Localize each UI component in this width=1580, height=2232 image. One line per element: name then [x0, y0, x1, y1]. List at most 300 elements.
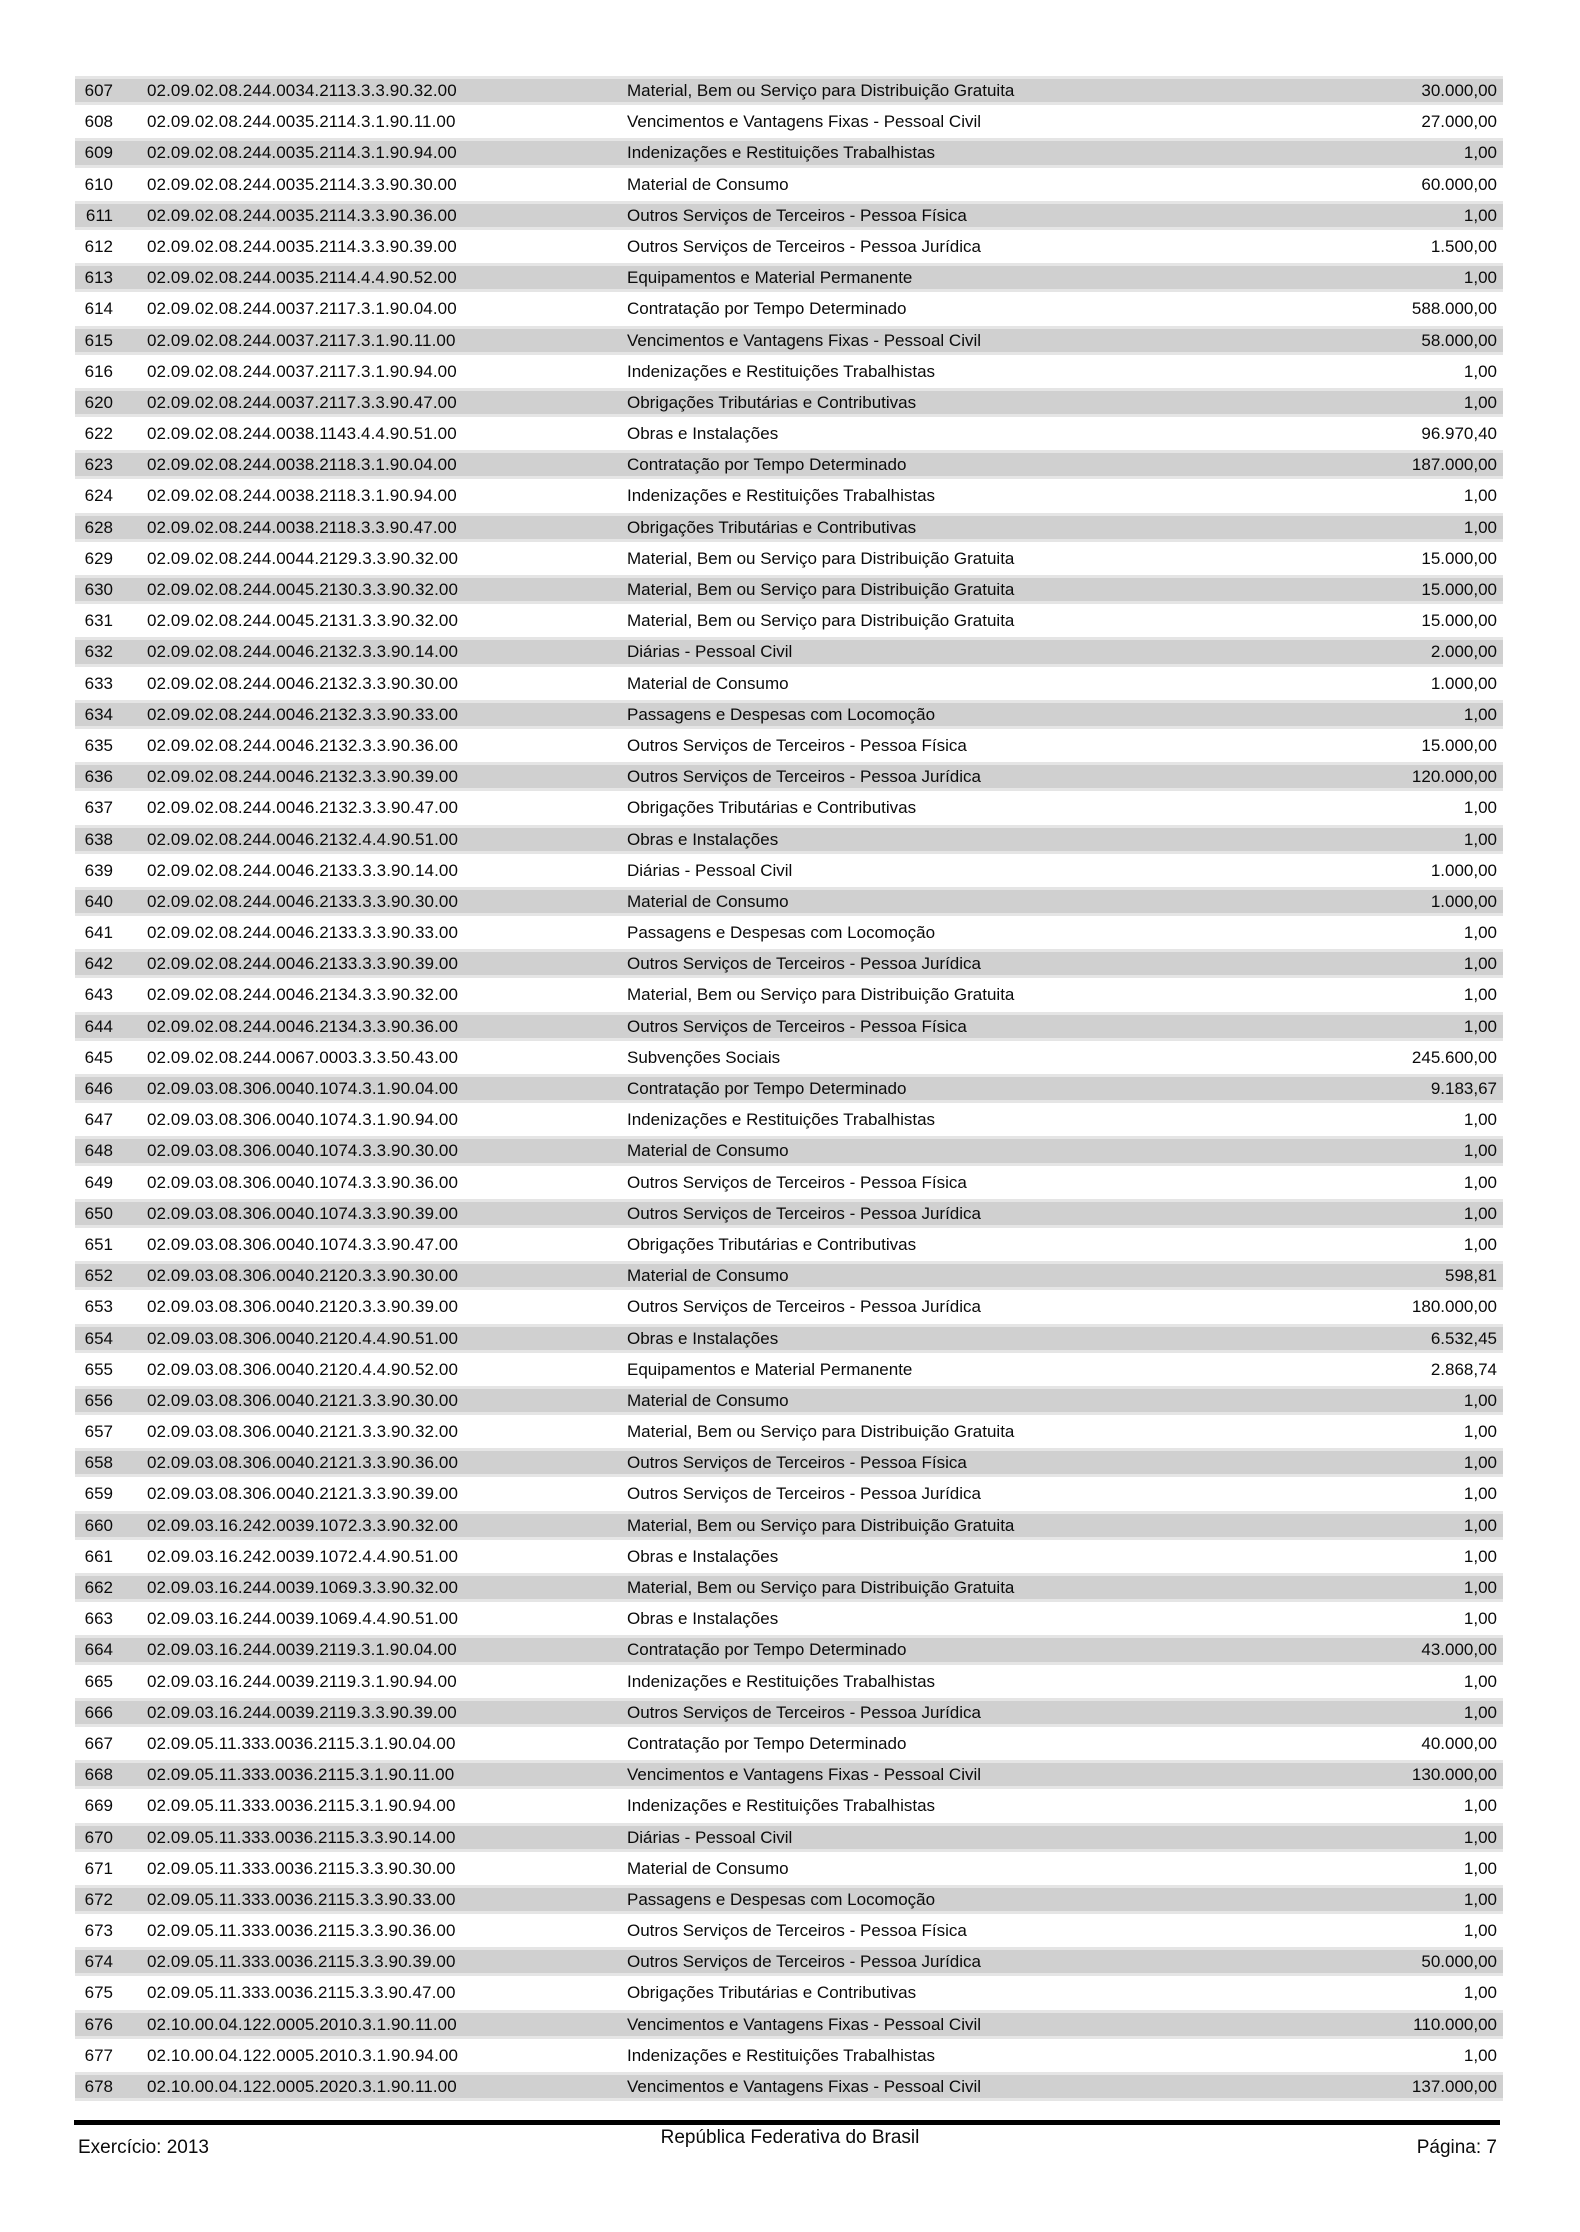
row-expense-description: Obras e Instalações: [627, 1609, 779, 1629]
table-row: [75, 1541, 1503, 1572]
row-amount: 1,00: [1463, 1390, 1497, 1410]
row-expense-description: Vencimentos e Vantagens Fixas - Pessoal Civil: [627, 2077, 982, 2096]
table-row: [75, 1572, 1503, 1603]
row-expense-description: Material de Consumo: [627, 174, 789, 194]
row-amount: 1,00: [1463, 205, 1497, 225]
row-amount: 1.500,00: [1430, 236, 1497, 256]
row-expense-description: Outros Serviços de Terceiros - Pessoa Jurídica: [627, 1952, 981, 1972]
row-number: 614: [84, 299, 113, 319]
row-budget-code: 02.09.02.08.244.0046.2133.3.3.90.30.00: [147, 891, 459, 911]
table-row: [75, 2071, 1503, 2102]
row-expense-description: Outros Serviços de Terceiros - Pessoa Jurídica: [627, 954, 981, 974]
table-row: [75, 387, 1503, 418]
row-budget-code: 02.09.03.16.244.0039.2119.3.1.90.94.00: [147, 1671, 457, 1691]
row-budget-code: 02.09.05.11.333.0036.2115.3.1.90.11.00: [147, 1765, 455, 1785]
row-budget-code: 02.09.05.11.333.0036.2115.3.3.90.14.00: [147, 1827, 456, 1847]
row-number: 642: [84, 954, 113, 974]
row-expense-description: Obras e Instalações: [627, 1546, 779, 1566]
row-budget-code: 02.09.02.08.244.0038.2118.3.1.90.94.00: [147, 486, 457, 506]
row-amount: 1,00: [1463, 1827, 1497, 1847]
row-amount: 1,00: [1463, 954, 1497, 974]
table-row: [75, 1697, 1503, 1728]
row-budget-code: 02.09.03.16.244.0039.1069.4.4.90.51.00: [147, 1609, 459, 1629]
row-amount: 137.000,00: [1411, 2077, 1497, 2096]
row-number: 640: [84, 891, 113, 911]
table-row: [75, 1229, 1503, 1260]
row-amount: 1,00: [1463, 829, 1497, 849]
row-expense-description: Passagens e Despesas com Locomoção: [627, 923, 936, 943]
row-budget-code: 02.09.02.08.244.0035.2114.4.4.90.52.00: [147, 268, 457, 288]
row-budget-code: 02.09.03.16.244.0039.2119.3.3.90.39.00: [147, 1702, 457, 1722]
row-budget-code: 02.09.02.08.244.0035.2114.3.3.90.36.00: [147, 205, 457, 225]
row-number: 612: [84, 236, 113, 256]
row-amount: 1,00: [1463, 1609, 1497, 1629]
row-amount: 1.000,00: [1430, 673, 1497, 693]
row-number: 654: [84, 1328, 113, 1348]
row-budget-code: 02.09.02.08.244.0046.2133.3.3.90.33.00: [147, 923, 459, 943]
row-budget-code: 02.09.03.08.306.0040.1074.3.3.90.30.00: [147, 1141, 459, 1161]
row-amount: 1,00: [1463, 1172, 1497, 1192]
row-number: 643: [84, 985, 113, 1005]
table-row: [75, 1728, 1503, 1759]
table-row: [75, 1634, 1503, 1665]
row-number: 607: [84, 81, 113, 100]
row-amount: 1,00: [1463, 1484, 1497, 1504]
table-row: [75, 855, 1503, 886]
row-budget-code: 02.09.03.16.242.0039.1072.3.3.90.32.00: [147, 1515, 459, 1535]
row-amount: 1,00: [1463, 1578, 1497, 1597]
row-number: 666: [84, 1702, 113, 1722]
row-expense-description: Outros Serviços de Terceiros - Pessoa Física: [627, 1921, 967, 1941]
row-expense-description: Passagens e Despesas com Locomoção: [627, 1889, 936, 1909]
row-number: 675: [84, 1983, 113, 2003]
row-amount: 15.000,00: [1421, 611, 1497, 631]
row-number: 672: [84, 1889, 113, 1909]
row-number: 656: [84, 1390, 113, 1410]
table-row: [75, 1042, 1503, 1073]
row-amount: 1,00: [1463, 268, 1497, 288]
row-budget-code: 02.09.02.08.244.0046.2134.3.3.90.32.00: [147, 985, 459, 1005]
table-row: [75, 979, 1503, 1010]
row-number: 659: [84, 1484, 113, 1504]
row-budget-code: 02.09.03.08.306.0040.2121.3.3.90.39.00: [147, 1484, 459, 1504]
table-row: [75, 1510, 1503, 1541]
row-number: 624: [84, 486, 113, 506]
row-number: 657: [84, 1422, 113, 1442]
table-row: [75, 574, 1503, 605]
row-expense-description: Vencimentos e Vantagens Fixas - Pessoal Civil: [627, 330, 982, 350]
table-row: [75, 1260, 1503, 1291]
row-number: 632: [84, 642, 113, 662]
row-amount: 245.600,00: [1411, 1047, 1497, 1067]
table-row: [75, 231, 1503, 262]
row-amount: 15.000,00: [1421, 735, 1497, 755]
row-amount: 1,00: [1463, 2045, 1497, 2065]
row-amount: 43.000,00: [1421, 1640, 1497, 1660]
table-row: [75, 917, 1503, 948]
row-budget-code: 02.09.02.08.244.0035.2114.3.3.90.39.00: [147, 236, 457, 256]
table-row: [75, 1323, 1503, 1354]
row-budget-code: 02.09.02.08.244.0045.2130.3.3.90.32.00: [147, 580, 459, 599]
row-number: 646: [84, 1079, 113, 1098]
row-amount: 58.000,00: [1421, 330, 1497, 350]
row-number: 638: [84, 829, 113, 849]
row-expense-description: Obrigações Tributárias e Contributivas: [627, 517, 917, 537]
row-budget-code: 02.10.00.04.122.0005.2010.3.1.90.11.00: [147, 2014, 457, 2034]
table-row: [75, 1011, 1503, 1042]
row-number: 658: [84, 1453, 113, 1473]
row-number: 668: [84, 1765, 113, 1785]
row-amount: 598,81: [1445, 1266, 1497, 1286]
table-row: [75, 1759, 1503, 1790]
row-amount: 1,00: [1463, 1671, 1497, 1691]
table-row: [75, 262, 1503, 293]
row-number: 613: [84, 268, 113, 288]
row-amount: 1,00: [1463, 361, 1497, 381]
row-amount: 27.000,00: [1421, 112, 1497, 132]
row-expense-description: Outros Serviços de Terceiros - Pessoa Física: [627, 735, 967, 755]
row-expense-description: Vencimentos e Vantagens Fixas - Pessoal Civil: [627, 1765, 982, 1785]
row-amount: 1,00: [1463, 1515, 1497, 1535]
row-number: 665: [84, 1671, 113, 1691]
row-amount: 187.000,00: [1411, 455, 1497, 475]
table-row: [75, 1354, 1503, 1385]
row-budget-code: 02.09.02.08.244.0037.2117.3.1.90.04.00: [147, 299, 457, 319]
table-row: [75, 169, 1503, 200]
footer-page-number: Página: 7: [1416, 2137, 1497, 2158]
row-budget-code: 02.09.02.08.244.0046.2132.3.3.90.36.00: [147, 735, 459, 755]
table-row: [75, 948, 1503, 979]
row-number: 674: [84, 1952, 113, 1972]
row-expense-description: Outros Serviços de Terceiros - Pessoa Física: [627, 1016, 967, 1036]
table-row: [75, 1104, 1503, 1135]
row-number: 616: [84, 361, 113, 381]
row-expense-description: Contratação por Tempo Determinado: [627, 455, 907, 475]
row-budget-code: 02.09.05.11.333.0036.2115.3.3.90.30.00: [147, 1858, 456, 1878]
row-number: 622: [84, 424, 113, 444]
row-number: 645: [84, 1047, 113, 1067]
row-amount: 50.000,00: [1421, 1952, 1497, 1972]
row-number: 620: [84, 392, 113, 412]
row-budget-code: 02.09.02.08.244.0067.0003.3.3.50.43.00: [147, 1047, 459, 1067]
row-amount: 1,00: [1463, 1889, 1497, 1909]
row-amount: 15.000,00: [1421, 580, 1497, 599]
row-expense-description: Indenizações e Restituições Trabalhistas: [627, 1110, 936, 1130]
row-budget-code: 02.09.03.08.306.0040.2121.3.3.90.36.00: [147, 1453, 459, 1473]
row-budget-code: 02.09.05.11.333.0036.2115.3.3.90.47.00: [147, 1983, 456, 2003]
row-budget-code: 02.09.05.11.333.0036.2115.3.3.90.33.00: [147, 1889, 456, 1909]
row-number: 631: [84, 611, 113, 631]
budget-items-table: [75, 75, 1503, 2102]
row-budget-code: 02.09.02.08.244.0044.2129.3.3.90.32.00: [147, 548, 459, 568]
table-row: [75, 1915, 1503, 1946]
row-budget-code: 02.09.02.08.244.0046.2132.3.3.90.39.00: [147, 767, 459, 787]
row-expense-description: Vencimentos e Vantagens Fixas - Pessoal Civil: [627, 112, 982, 132]
row-expense-description: Equipamentos e Material Permanente: [627, 1359, 913, 1379]
row-expense-description: Diárias - Pessoal Civil: [627, 860, 793, 880]
row-expense-description: Indenizações e Restituições Trabalhistas: [627, 143, 936, 163]
row-amount: 15.000,00: [1421, 548, 1497, 568]
row-amount: 1,00: [1463, 517, 1497, 537]
row-expense-description: Outros Serviços de Terceiros - Pessoa Jurídica: [627, 1702, 981, 1722]
row-amount: 30.000,00: [1421, 81, 1497, 100]
row-expense-description: Material, Bem ou Serviço para Distribuição Gratuita: [627, 1515, 1015, 1535]
row-budget-code: 02.09.03.08.306.0040.1074.3.3.90.36.00: [147, 1172, 459, 1192]
table-row: [75, 605, 1503, 636]
row-expense-description: Outros Serviços de Terceiros - Pessoa Física: [627, 205, 967, 225]
table-row: [75, 418, 1503, 449]
row-budget-code: 02.09.03.08.306.0040.2120.3.3.90.39.00: [147, 1297, 459, 1317]
table-row: [75, 1853, 1503, 1884]
row-amount: 1,00: [1463, 1141, 1497, 1161]
row-budget-code: 02.09.02.08.244.0046.2132.4.4.90.51.00: [147, 829, 459, 849]
row-number: 673: [84, 1921, 113, 1941]
row-budget-code: 02.09.02.08.244.0035.2114.3.1.90.11.00: [147, 112, 456, 132]
row-number: 667: [84, 1733, 113, 1753]
row-expense-description: Indenizações e Restituições Trabalhistas: [627, 486, 936, 506]
row-expense-description: Contratação por Tempo Determinado: [627, 1733, 907, 1753]
row-expense-description: Obrigações Tributárias e Contributivas: [627, 798, 917, 818]
row-expense-description: Diárias - Pessoal Civil: [627, 642, 793, 662]
table-row: [75, 512, 1503, 543]
row-amount: 60.000,00: [1421, 174, 1497, 194]
row-expense-description: Outros Serviços de Terceiros - Pessoa Jurídica: [627, 236, 981, 256]
row-number: 671: [84, 1858, 113, 1878]
row-budget-code: 02.09.03.08.306.0040.2121.3.3.90.30.00: [147, 1390, 459, 1410]
row-budget-code: 02.09.02.08.244.0046.2132.3.3.90.33.00: [147, 704, 459, 724]
row-budget-code: 02.09.02.08.244.0037.2117.3.3.90.47.00: [147, 392, 457, 412]
table-row: [75, 1478, 1503, 1509]
row-expense-description: Obras e Instalações: [627, 1328, 779, 1348]
row-amount: 1.000,00: [1430, 860, 1497, 880]
table-row: [75, 2009, 1503, 2040]
row-budget-code: 02.09.02.08.244.0035.2114.3.1.90.94.00: [147, 143, 457, 163]
row-expense-description: Indenizações e Restituições Trabalhistas: [627, 1796, 936, 1816]
row-expense-description: Contratação por Tempo Determinado: [627, 1079, 907, 1098]
row-expense-description: Outros Serviços de Terceiros - Pessoa Jurídica: [627, 1484, 981, 1504]
row-budget-code: 02.09.02.08.244.0046.2133.3.3.90.39.00: [147, 954, 459, 974]
row-expense-description: Outros Serviços de Terceiros - Pessoa Jurídica: [627, 767, 981, 787]
table-row: [75, 761, 1503, 792]
row-amount: 588.000,00: [1411, 299, 1497, 319]
row-amount: 40.000,00: [1421, 1733, 1497, 1753]
row-number: 676: [84, 2014, 113, 2034]
row-number: 630: [84, 580, 113, 599]
row-budget-code: 02.09.03.08.306.0040.1074.3.3.90.47.00: [147, 1234, 459, 1254]
row-number: 670: [84, 1827, 113, 1847]
row-number: 636: [84, 767, 113, 787]
row-number: 641: [84, 923, 113, 943]
row-budget-code: 02.09.03.08.306.0040.2121.3.3.90.32.00: [147, 1422, 459, 1442]
row-amount: 1,00: [1463, 923, 1497, 943]
row-expense-description: Outros Serviços de Terceiros - Pessoa Jurídica: [627, 1297, 981, 1317]
row-number: 661: [84, 1546, 113, 1566]
table-row: [75, 1977, 1503, 2008]
row-amount: 1,00: [1463, 392, 1497, 412]
row-expense-description: Material de Consumo: [627, 673, 789, 693]
table-row: [75, 325, 1503, 356]
row-number: 663: [84, 1609, 113, 1629]
row-number: 660: [84, 1515, 113, 1535]
row-budget-code: 02.09.02.08.244.0034.2113.3.3.90.32.00: [147, 81, 457, 100]
table-row: [75, 1198, 1503, 1229]
table-row: [75, 2040, 1503, 2071]
row-budget-code: 02.09.03.16.244.0039.1069.3.3.90.32.00: [147, 1578, 459, 1597]
table-row: [75, 730, 1503, 761]
table-row: [75, 480, 1503, 511]
row-amount: 110.000,00: [1413, 2014, 1497, 2034]
row-number: 655: [84, 1359, 113, 1379]
row-number: 662: [84, 1578, 113, 1597]
row-budget-code: 02.09.03.08.306.0040.1074.3.1.90.94.00: [147, 1110, 459, 1130]
row-budget-code: 02.09.03.08.306.0040.2120.4.4.90.52.00: [147, 1359, 459, 1379]
row-number: 649: [84, 1172, 113, 1192]
row-amount: 2.000,00: [1430, 642, 1497, 662]
row-amount: 1,00: [1463, 1453, 1497, 1473]
row-amount: 1,00: [1463, 798, 1497, 818]
row-number: 623: [84, 455, 113, 475]
row-number: 628: [84, 517, 113, 537]
row-number: 608: [84, 112, 113, 132]
row-number: 609: [84, 143, 113, 163]
table-row: [75, 1073, 1503, 1104]
row-amount: 1,00: [1463, 1983, 1497, 2003]
row-expense-description: Material, Bem ou Serviço para Distribuição Gratuita: [627, 1422, 1015, 1442]
row-budget-code: 02.09.05.11.333.0036.2115.3.3.90.36.00: [147, 1921, 456, 1941]
row-expense-description: Obrigações Tributárias e Contributivas: [627, 1234, 917, 1254]
row-number: 629: [84, 548, 113, 568]
row-expense-description: Material, Bem ou Serviço para Distribuição Gratuita: [627, 81, 1015, 100]
row-number: 652: [84, 1266, 113, 1286]
row-number: 677: [84, 2045, 113, 2065]
row-expense-description: Indenizações e Restituições Trabalhistas: [627, 1671, 936, 1691]
row-budget-code: 02.09.05.11.333.0036.2115.3.3.90.39.00: [147, 1952, 456, 1972]
table-row: [75, 200, 1503, 231]
row-number: 635: [84, 735, 113, 755]
row-number: 664: [84, 1640, 113, 1660]
table-row: [75, 106, 1503, 137]
table-row: [75, 636, 1503, 667]
row-amount: 2.868,74: [1430, 1359, 1497, 1379]
row-expense-description: Material, Bem ou Serviço para Distribuição Gratuita: [627, 1578, 1015, 1597]
row-budget-code: 02.09.03.08.306.0040.1074.3.1.90.04.00: [147, 1079, 459, 1098]
row-number: 610: [84, 174, 113, 194]
row-expense-description: Outros Serviços de Terceiros - Pessoa Jurídica: [627, 1203, 981, 1223]
row-amount: 9.183,67: [1430, 1079, 1497, 1098]
row-amount: 1,00: [1463, 1858, 1497, 1878]
row-budget-code: 02.09.02.08.244.0045.2131.3.3.90.32.00: [147, 611, 459, 631]
row-amount: 1,00: [1463, 1110, 1497, 1130]
row-expense-description: Obras e Instalações: [627, 829, 779, 849]
table-row: [75, 449, 1503, 480]
row-expense-description: Diárias - Pessoal Civil: [627, 1827, 793, 1847]
row-amount: 96.970,40: [1421, 424, 1497, 444]
row-expense-description: Material de Consumo: [627, 1858, 789, 1878]
row-budget-code: 02.09.02.08.244.0037.2117.3.1.90.11.00: [147, 330, 456, 350]
row-expense-description: Subvenções Sociais: [627, 1047, 781, 1067]
row-amount: 1,00: [1463, 1546, 1497, 1566]
table-row: [75, 1135, 1503, 1166]
table-row: [75, 1416, 1503, 1447]
row-amount: 1,00: [1463, 1203, 1497, 1223]
row-amount: 130.000,00: [1411, 1765, 1497, 1785]
row-number: 669: [84, 1796, 113, 1816]
row-expense-description: Material, Bem ou Serviço para Distribuição Gratuita: [627, 611, 1015, 631]
table-row: [75, 543, 1503, 574]
footer-country-title: República Federativa do Brasil: [660, 2127, 920, 2148]
row-budget-code: 02.09.02.08.244.0035.2114.3.3.90.30.00: [147, 174, 457, 194]
row-number: 651: [84, 1234, 113, 1254]
row-budget-code: 02.09.05.11.333.0036.2115.3.1.90.94.00: [147, 1796, 456, 1816]
row-expense-description: Material, Bem ou Serviço para Distribuição Gratuita: [627, 985, 1015, 1005]
row-expense-description: Material de Consumo: [627, 1390, 789, 1410]
row-amount: 120.000,00: [1411, 767, 1497, 787]
row-number: 633: [84, 673, 113, 693]
row-number: 611: [85, 205, 113, 225]
row-expense-description: Obrigações Tributárias e Contributivas: [627, 1983, 917, 2003]
table-row: [75, 1447, 1503, 1478]
row-budget-code: 02.09.05.11.333.0036.2115.3.1.90.04.00: [147, 1733, 456, 1753]
table-row: [75, 699, 1503, 730]
row-budget-code: 02.09.02.08.244.0046.2134.3.3.90.36.00: [147, 1016, 459, 1036]
row-amount: 1,00: [1463, 1796, 1497, 1816]
row-expense-description: Passagens e Despesas com Locomoção: [627, 704, 936, 724]
row-budget-code: 02.09.02.08.244.0046.2132.3.3.90.14.00: [147, 642, 459, 662]
row-amount: 6.532,45: [1430, 1328, 1497, 1348]
table-row: [75, 668, 1503, 699]
row-budget-code: 02.09.02.08.244.0038.2118.3.1.90.04.00: [147, 455, 457, 475]
row-amount: 1,00: [1463, 985, 1497, 1005]
row-amount: 1,00: [1463, 1234, 1497, 1254]
row-number: 644: [84, 1016, 113, 1036]
row-budget-code: 02.10.00.04.122.0005.2010.3.1.90.94.00: [147, 2045, 459, 2065]
table-row: [75, 137, 1503, 168]
footer-divider: [74, 2120, 1500, 2125]
row-number: 647: [84, 1110, 113, 1130]
row-number: 637: [84, 798, 113, 818]
table-row: [75, 1666, 1503, 1697]
row-expense-description: Material de Consumo: [627, 1141, 789, 1161]
table-row: [75, 293, 1503, 324]
row-amount: 1,00: [1463, 1921, 1497, 1941]
row-amount: 1,00: [1463, 704, 1497, 724]
table-row: [75, 1946, 1503, 1977]
row-number: 648: [84, 1141, 113, 1161]
row-budget-code: 02.09.02.08.244.0037.2117.3.1.90.94.00: [147, 361, 457, 381]
table-row: [75, 1603, 1503, 1634]
row-number: 634: [84, 704, 113, 724]
row-amount: 1,00: [1463, 1422, 1497, 1442]
table-row: [75, 1790, 1503, 1821]
row-budget-code: 02.09.02.08.244.0046.2132.3.3.90.47.00: [147, 798, 459, 818]
row-expense-description: Equipamentos e Material Permanente: [627, 268, 913, 288]
row-number: 678: [84, 2077, 113, 2096]
row-budget-code: 02.09.02.08.244.0046.2132.3.3.90.30.00: [147, 673, 459, 693]
row-budget-code: 02.10.00.04.122.0005.2020.3.1.90.11.00: [147, 2077, 457, 2096]
row-budget-code: 02.09.02.08.244.0046.2133.3.3.90.14.00: [147, 860, 459, 880]
row-budget-code: 02.09.03.16.242.0039.1072.4.4.90.51.00: [147, 1546, 459, 1566]
row-amount: 1.000,00: [1430, 891, 1497, 911]
row-expense-description: Vencimentos e Vantagens Fixas - Pessoal Civil: [627, 2014, 982, 2034]
row-amount: 1,00: [1463, 1702, 1497, 1722]
row-budget-code: 02.09.03.08.306.0040.2120.3.3.90.30.00: [147, 1266, 459, 1286]
row-amount: 1,00: [1463, 486, 1497, 506]
table-row: [75, 1385, 1503, 1416]
row-number: 639: [84, 860, 113, 880]
table-row: [75, 1291, 1503, 1322]
row-number: 650: [84, 1203, 113, 1223]
row-expense-description: Outros Serviços de Terceiros - Pessoa Física: [627, 1453, 967, 1473]
